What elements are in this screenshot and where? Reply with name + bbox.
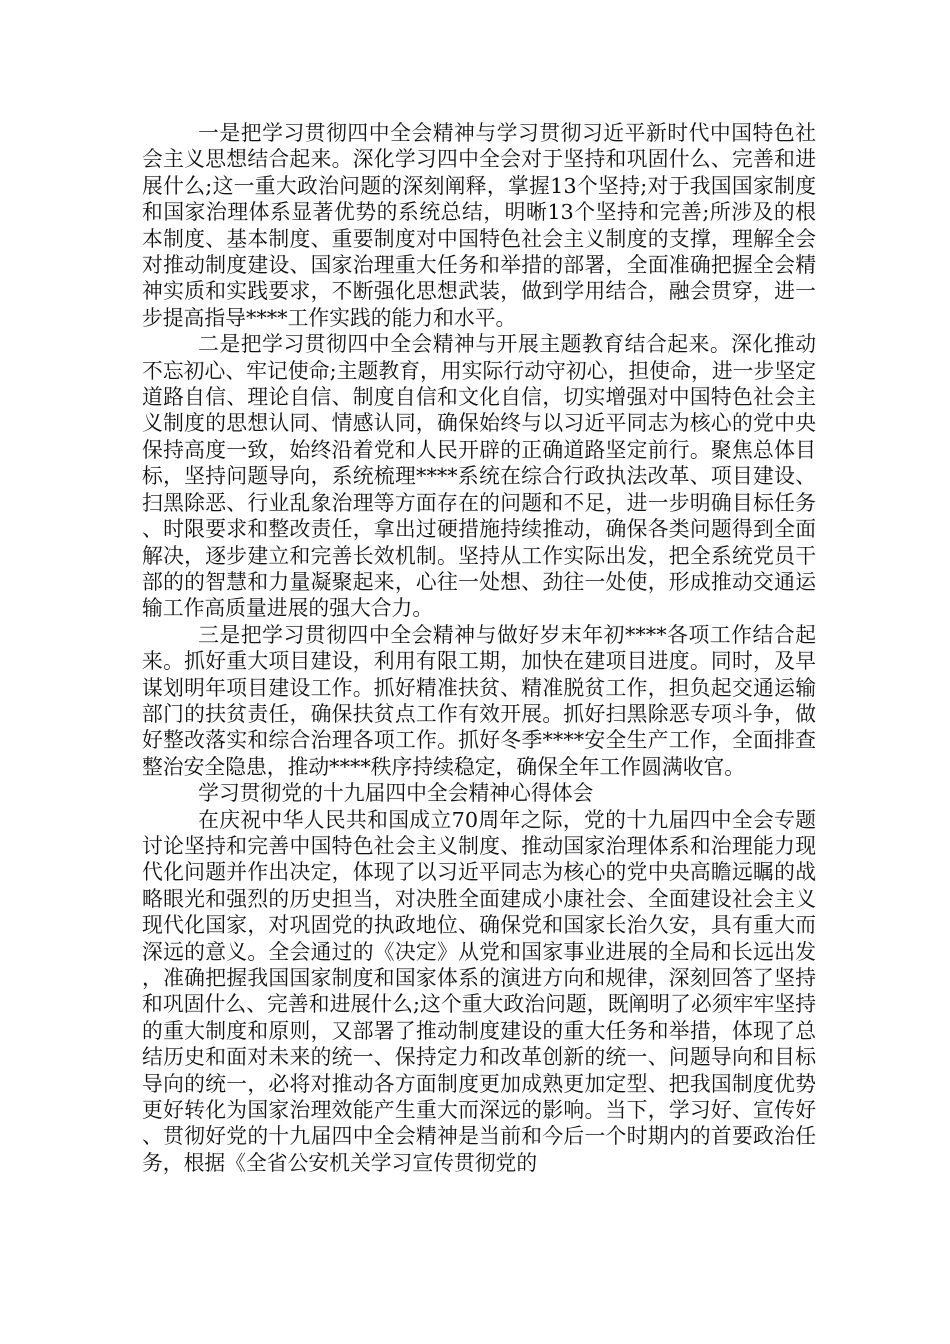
- paragraph-1: 一是把学习贯彻四中全会精神与学习贯彻习近平新时代中国特色社会主义思想结合起来。深化学习四中全会对于坚持和巩固什么、完善和进展什么;这一重大政治问题的深刻阐释，掌握13个坚持;对于我国国家制度和国家治理体系显著优势的系统总结，明晰13个坚持和完善;所涉及的根本制度、基本制度、重要制度对中国特色社会主义制度的支撑，理解全会对推动制度建设、国家治理重大任务和举措的部署，全面准确把握全会精神实质和实践要求，不断强化思想武装，做到学用结合，融会贯穿，进一步提高指导****工作实践的能力和水平。: [142, 121, 816, 330]
- section-title: 学习贯彻党的十九届四中全会精神心得体会: [198, 781, 594, 806]
- paragraph-3: 三是把学习贯彻四中全会精神与做好岁末年初****各项工作结合起来。抓好重大项目建设，利用有限工期，加快在建项目进度。同时，及早谋划明年项目建设工作。抓好精准扶贫、精准脱贫工作，担负起交通运输部门的扶贫责任，确保扶贫点工作有效开展。抓好扫黑除恶专项斗争，做好整改落实和综合治理各项工作。抓好冬季****安全生产工作，全面排查整治安全隐患，推动****秩序持续稳定，确保全年工作圆满收官。: [142, 622, 816, 779]
- document-page: [142, 120, 816, 1176]
- paragraph-4: 在庆祝中华人民共和国成立70周年之际，党的十九届四中全会专题讨论坚持和完善中国特色社会主义制度、推动国家治理体系和治理能力现代化问题并作出决定，体现了以习近平同志为核心的党中央高瞻远瞩的战略眼光和强烈的历史担当，对决胜全面建成小康社会、全面建设社会主义现代化国家，对巩固党的执政地位、确保党和国家长治久安，具有重大而深远的意义。全会通过的《决定》从党和国家事业进展的全局和长远出发，准确把握我国国家制度和国家体系的演进方向和规律，深刻回答了坚持和巩固什么、完善和进展什么;这个重大政治问题，既阐明了必须牢牢坚持的重大制度和原则，又部署了推动制度建设的重大任务和举措，体现了总结历史和面对未来的统一、保持定力和改革创新的统一、问题导向和目标导向的统一，必将对推动各方面制度更加成熟更加定型、把我国制度优势更好转化为国家治理效能产生重大而深远的影响。当下，学习好、宣传好、贯彻好党的十九届四中全会精神是当前和今后一个时期内的首要政治任务，根据《全省公安机关学习宣传贯彻党的: [142, 807, 816, 1175]
- paragraph-2: 二是把学习贯彻四中全会精神与开展主题教育结合起来。深化推动不忘初心、牢记使命;主题教育，用实际行动守初心，担使命，进一步坚定道路自信、理论自信、制度自信和文化自信，切实增强对中国特色社会主义制度的思想认同、情感认同，确保始终与以习近平同志为核心的党中央保持高度一致，始终沿着党和人民开辟的正确道路坚定前行。聚焦总体目标，坚持问题导向，系统梳理****系统在综合行政执法改革、项目建设、扫黑除恶、行业乱象治理等方面存在的问题和不足，进一步明确目标任务、时限要求和整改责任，拿出过硬措施持续推动，确保各类问题得到全面解决，逐步建立和完善长效机制。坚持从工作实际出发，把全系统党员干部的的智慧和力量凝聚起来，心往一处想、劲往一处使，形成推动交通运输工作高质量进展的强大合力。: [142, 332, 816, 621]
